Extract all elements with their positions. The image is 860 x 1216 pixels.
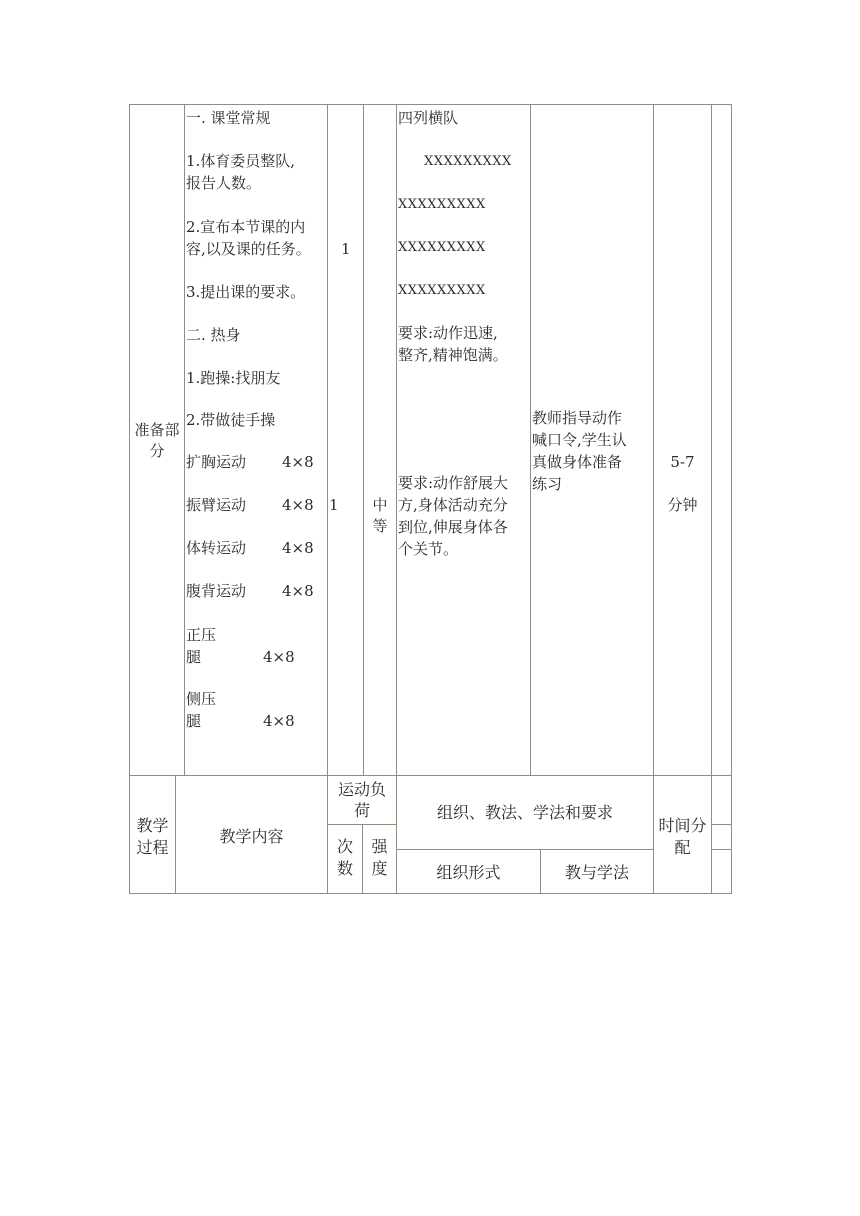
rule [363, 104, 364, 775]
header-time [654, 815, 711, 859]
rule [396, 104, 397, 894]
header-org-form: 组织形式 [436, 863, 501, 882]
header-text: 时间分 [658, 816, 707, 835]
rule [711, 104, 712, 894]
header-text: 教学 [136, 816, 169, 835]
header-text: 过程 [136, 838, 169, 857]
requirement-text: 要求:动作舒展大 [398, 474, 509, 492]
content-item: 2.带做徒手操 [186, 411, 276, 429]
method-text: 教师指导动作 [532, 409, 623, 427]
rule [327, 104, 328, 894]
formation-title: 四列横队 [398, 109, 459, 127]
exercise-value: 4×8 [263, 648, 295, 666]
exercise-name: 腿 [186, 648, 202, 666]
requirement-text: 个关节。 [398, 540, 459, 558]
content-item: 容,以及课的任务。 [186, 240, 311, 258]
header-text: 荷 [353, 801, 370, 820]
content-item: 1.体育委员整队, [186, 152, 296, 170]
content-item: 2.宣布本节课的内 [186, 218, 306, 236]
rule [327, 824, 397, 825]
rule [711, 824, 732, 825]
rule [129, 893, 732, 894]
formation-row: XXXXXXXXX [398, 283, 486, 298]
header-teach-learn: 教与学法 [564, 863, 629, 882]
intensity-value [364, 495, 396, 537]
time-value [654, 452, 711, 516]
requirement-text: 要求:动作迅速, [398, 324, 498, 342]
exercise-value: 4×8 [282, 582, 314, 600]
time-range: 5-7 [670, 453, 695, 471]
intensity-char: 等 [372, 517, 388, 535]
content-item: 1.跑操:找朋友 [186, 369, 281, 387]
method-text: 练习 [532, 475, 563, 493]
method-text: 喊口令,学生认 [532, 431, 627, 449]
requirement-text: 方,身体活动充分 [398, 496, 508, 514]
content-item: 报告人数。 [186, 174, 262, 192]
rule [711, 849, 732, 850]
header-org-methods: 组织、教法、学法和要求 [436, 803, 613, 822]
exercise-name: 扩胸运动 [186, 453, 247, 471]
header-intensity [363, 836, 396, 880]
intensity-char: 中 [372, 496, 388, 514]
exercise-value: 4×8 [282, 453, 314, 471]
rule [129, 775, 732, 776]
exercise-value: 4×8 [282, 539, 314, 557]
rule [530, 104, 531, 775]
method-text: 真做身体准备 [532, 453, 623, 471]
header-process [130, 815, 175, 859]
header-load [328, 779, 396, 821]
requirement-text: 到位,伸展身体各 [398, 518, 508, 536]
count-value: 1 [329, 496, 339, 514]
rule [129, 104, 732, 105]
rule [731, 104, 732, 894]
exercise-value: 4×8 [263, 712, 295, 730]
rule [396, 849, 654, 850]
content-heading: 二. 热身 [186, 326, 241, 344]
count-value: 1 [341, 240, 351, 258]
header-text: 运动负 [337, 780, 386, 799]
formation-row: XXXXXXXXX [424, 154, 512, 169]
header-count [328, 836, 362, 880]
content-heading: 一. 课堂常规 [186, 109, 271, 127]
content-item: 3.提出课的要求。 [186, 283, 306, 301]
exercise-value: 4×8 [282, 496, 314, 514]
formation-row: XXXXXXXXX [398, 240, 486, 255]
formation-row: XXXXXXXXX [398, 197, 486, 212]
section-label [130, 420, 184, 462]
requirement-text: 整齐,精神饱满。 [398, 346, 508, 364]
header-text: 次 [336, 837, 353, 856]
exercise-name: 正压 [186, 626, 217, 644]
header-text: 配 [674, 838, 691, 857]
exercise-name: 腹背运动 [186, 582, 247, 600]
header-text: 度 [371, 859, 388, 878]
exercise-name: 体转运动 [186, 539, 247, 557]
exercise-name: 振臂运动 [186, 496, 247, 514]
exercise-name: 侧压 [186, 690, 217, 708]
time-unit: 分钟 [667, 496, 698, 514]
header-text: 数 [336, 859, 353, 878]
section-label-line: 准备部 [134, 421, 180, 439]
header-content: 教学内容 [219, 827, 284, 846]
section-label-line: 分 [149, 442, 165, 460]
rule [129, 104, 130, 894]
rule [184, 104, 185, 775]
header-text: 强 [371, 837, 388, 856]
exercise-name: 腿 [186, 712, 202, 730]
